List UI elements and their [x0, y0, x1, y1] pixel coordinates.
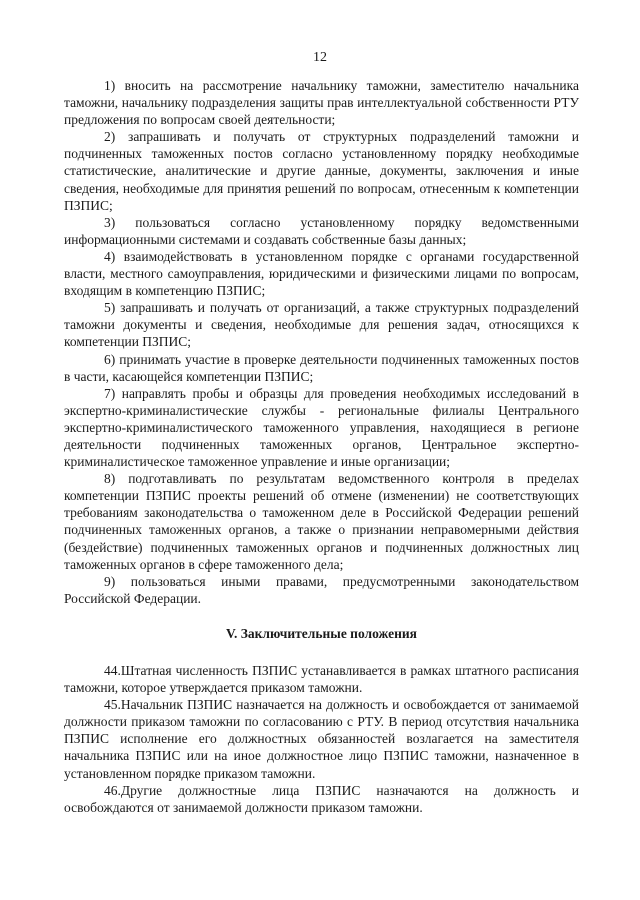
- provision-45: 45.Начальник ПЗПИС назначается на должность и освобождается от занимаемой должности приказом таможни по согласованию с РТУ. В период отсутствия начальника ПЗПИС исполнение его должностных обязанностей возлагается на заместителя начальника ПЗПИС или на иное должностное лицо ПЗПИС таможни, назначенное в установленном порядке приказом таможни.: [64, 697, 579, 781]
- provision-44: 44.Штатная численность ПЗПИС устанавливается в рамках штатного расписания таможни, которое утверждается приказом таможни.: [64, 663, 579, 696]
- page-number: 12: [313, 50, 327, 65]
- rights-item-7: 7) направлять пробы и образцы для проведения необходимых исследований в экспертно-криминалистические службы - региональные филиалы Центрального экспертно-криминалистического таможенного управления, находящиеся в регионе деятельности подчиненных таможенных органов, Центральное экспертно-криминалистическое таможенное управление и иные организации;: [64, 385, 579, 470]
- rights-item-8: 8) подготавливать по результатам ведомственного контроля в пределах компетенции ПЗПИС проекты решений об отмене (изменении) не соответствующих требованиям законодательства о таможенном деле в Российской Федерации решений подчиненных таможенных органов, а также о признании неправомерными действия (бездействие) подчиненных таможенных органов и подчиненных должностных лиц таможенных органов в сфере таможенного дела;: [64, 471, 579, 572]
- rights-item-5: 5) запрашивать и получать от организаций, а также структурных подразделений таможни документы и сведения, необходимые для решения задач, относящихся к компетенции ПЗПИС;: [64, 300, 579, 350]
- rights-item-6: 6) принимать участие в проверке деятельности подчиненных таможенных постов в части, касающейся компетенции ПЗПИС;: [64, 351, 579, 384]
- rights-item-4: 4) взаимодействовать в установленном порядке с органами государственной власти, местного самоуправления, юридическими и физическими лицами по вопросам, входящим в компетенцию ПЗПИС;: [64, 248, 579, 299]
- document-body: [64, 77, 579, 816]
- rights-item-2: 2) запрашивать и получать от структурных подразделений таможни и подчиненных таможенных постов согласно установленному порядку необходимые статистические, аналитические и другие данные, документы, заключения и иные сведения, необходимые для принятия решений по вопросам, отнесенным к компетенции ПЗПИС;: [64, 129, 579, 213]
- provision-46: 46.Другие должностные лица ПЗПИС назначаются на должность и освобождаются от занимаемой должности приказом таможни.: [64, 782, 579, 815]
- section-title: V. Заключительные положения: [225, 625, 417, 641]
- rights-item-9: 9) пользоваться иными правами, предусмотренными законодательством Российской Федерации.: [64, 573, 579, 606]
- rights-item-3: 3) пользоваться согласно установленному порядку ведомственными информационными системами и создавать собственные базы данных;: [64, 214, 579, 247]
- rights-item-1: 1) вносить на рассмотрение начальнику таможни, заместителю начальника таможни, начальнику подразделения защиты прав интеллектуальной собственности РТУ предложения по вопросам своей деятельности;: [64, 78, 579, 128]
